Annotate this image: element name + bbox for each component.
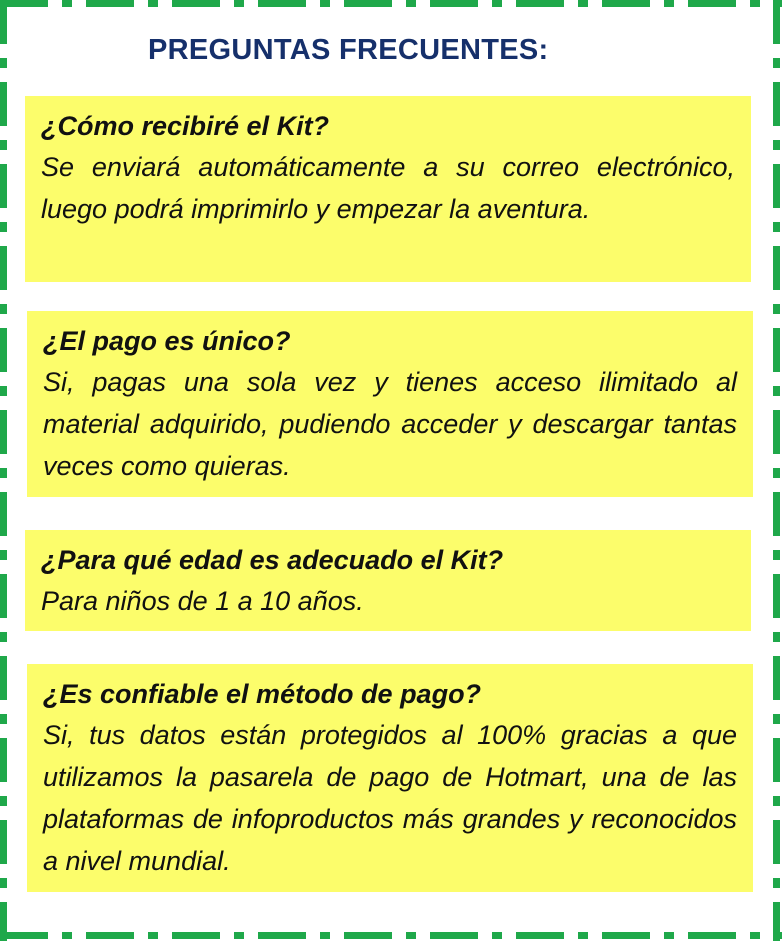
frame-right-border — [773, 0, 780, 941]
faq-item — [25, 96, 751, 282]
faq-question: ¿Para qué edad es adecuado el Kit? — [41, 545, 504, 575]
faq-question: ¿Cómo recibiré el Kit? — [41, 111, 330, 141]
frame-left-border — [0, 0, 7, 941]
faq-question: ¿El pago es único? — [43, 326, 291, 356]
faq-answer: Para niños de 1 a 10 años. — [41, 586, 364, 616]
faq-item — [27, 311, 753, 497]
page-title: PREGUNTAS FRECUENTES: — [148, 34, 549, 66]
faq-item — [27, 664, 753, 892]
frame-bottom-border — [0, 932, 782, 939]
faq-item — [25, 530, 751, 631]
frame-top-border — [0, 0, 782, 7]
faq-answer: Si, pagas una sola vez y tienes acceso ilimitado al material adquirido, pudiendo acceder y descargar tantas veces como quieras. — [43, 367, 737, 481]
faq-question: ¿Es confiable el método de pago? — [43, 679, 482, 709]
faq-answer: Si, tus datos están protegidos al 100% gracias a que utilizamos la pasarela de pago de Hotmart, una de las plataformas de infoproductos más grandes y reconocidos a nivel mundial. — [43, 720, 737, 876]
faq-answer: Se enviará automáticamente a su correo electrónico, luego podrá imprimirlo y empezar la aventura. — [41, 152, 735, 224]
